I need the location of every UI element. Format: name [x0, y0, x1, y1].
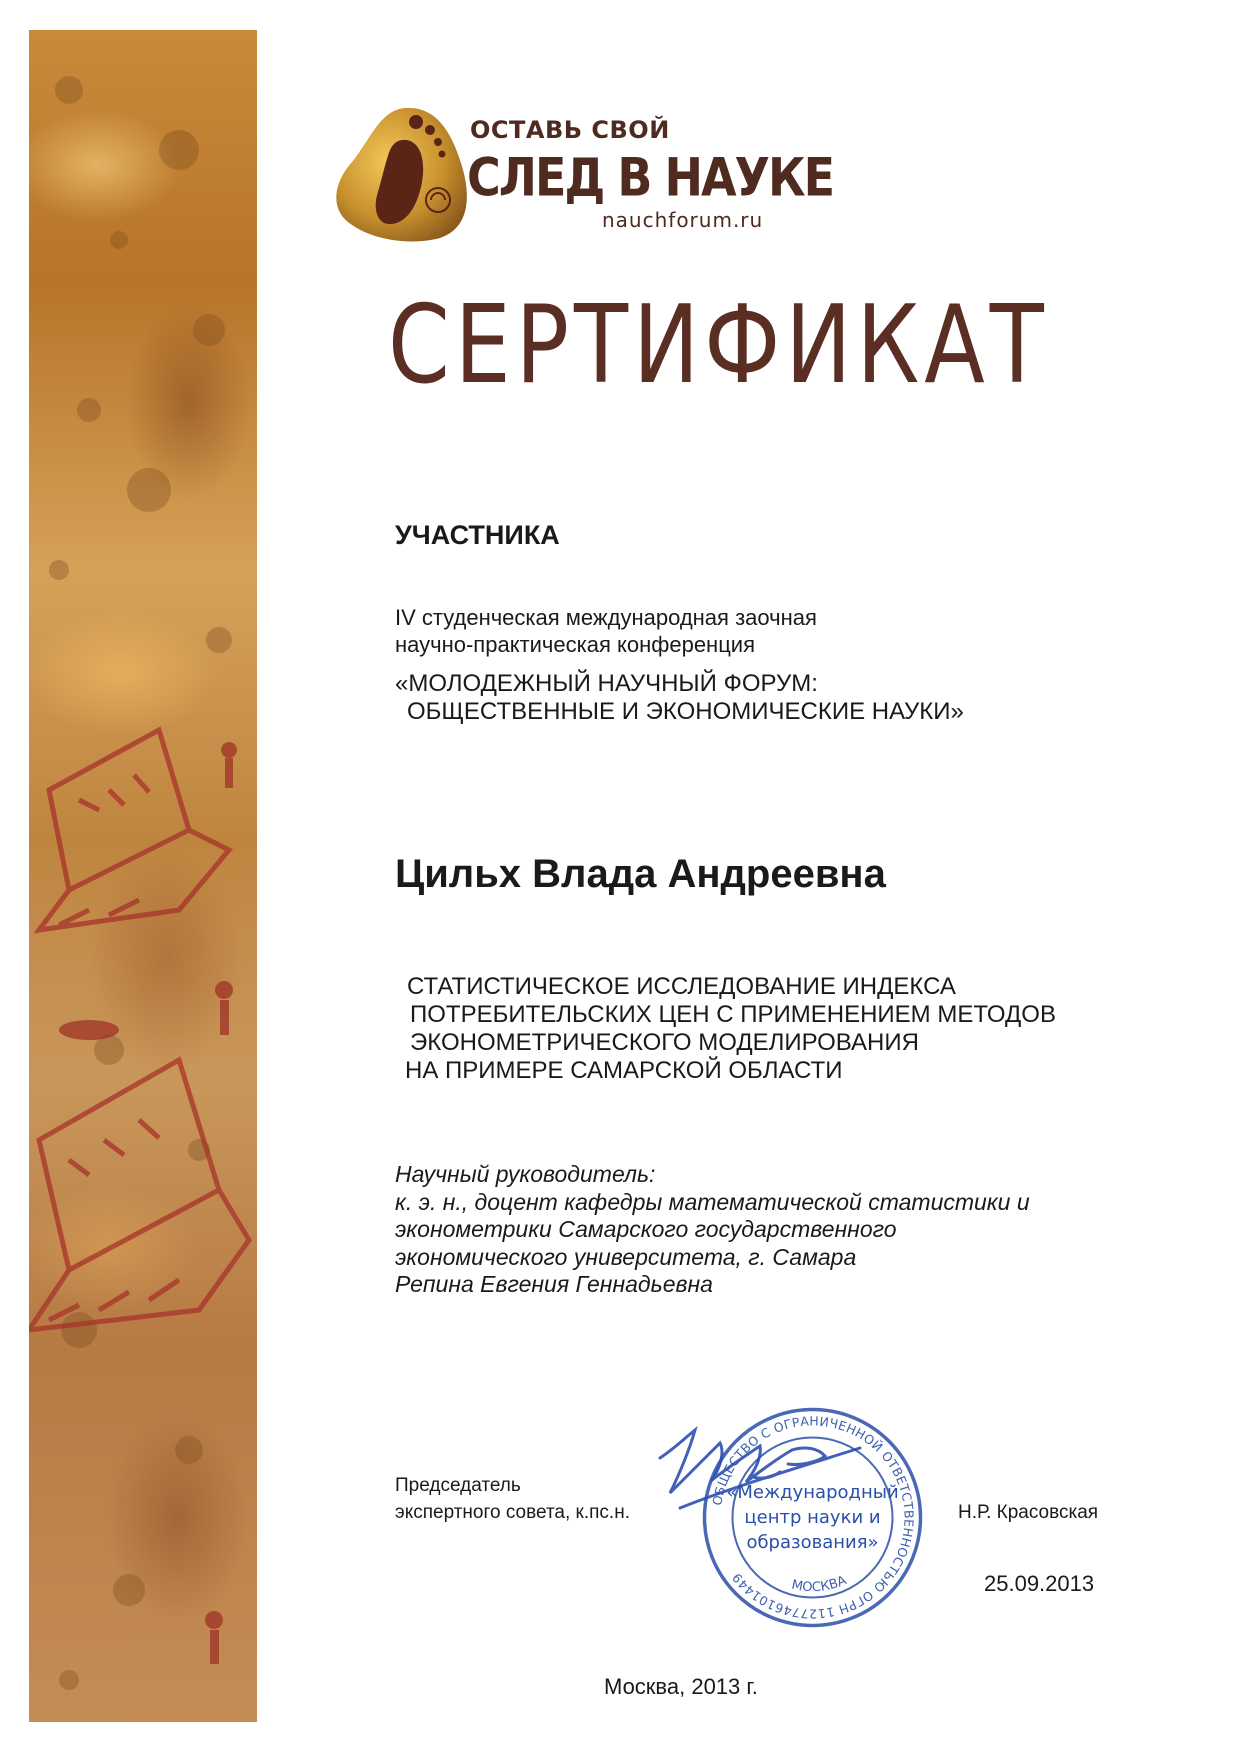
- topic-line-4: НА ПРИМЕРЕ САМАРСКОЙ ОБЛАСТИ: [405, 1057, 843, 1084]
- conference-line-1: IV студенческая международная заочная: [395, 605, 817, 630]
- decorative-side-strip: [29, 30, 257, 1722]
- supervisor-line-1: к. э. н., доцент кафедры математической статистики и: [395, 1189, 1030, 1215]
- supervisor-heading: Научный руководитель:: [395, 1161, 656, 1187]
- chair-title-line-2: экспертного совета, к.пс.н.: [395, 1502, 630, 1523]
- logo-url: nauchforum.ru: [602, 208, 764, 232]
- certificate-date: 25.09.2013: [984, 1571, 1095, 1596]
- chair-name: Н.Р. Красовская: [958, 1502, 1099, 1523]
- forum-logo: [330, 100, 834, 250]
- stamp-line-2: центр науки и: [744, 1507, 881, 1528]
- topic-line-3: ЭКОНОМЕТРИЧЕСКОГО МОДЕЛИРОВАНИЯ: [410, 1029, 919, 1056]
- supervisor-name: Репина Евгения Геннадьевна: [395, 1271, 713, 1297]
- stamp-line-3: образования»: [746, 1532, 879, 1553]
- city-year: Москва, 2013 г.: [604, 1674, 758, 1699]
- participant-name: Цильх Влада Андреевна: [395, 852, 886, 896]
- footprint-logo-icon: [330, 100, 480, 248]
- supervisor-line-2: эконометрики Самарского государственного: [395, 1216, 897, 1242]
- topic-line-1: СТАТИСТИЧЕСКОЕ ИССЛЕДОВАНИЕ ИНДЕКСА: [407, 973, 956, 1000]
- stamp-line-1: «Международный: [726, 1482, 899, 1503]
- logo-line-2: СЛЕД В НАУКЕ: [467, 146, 834, 209]
- certificate-subtitle: УЧАСТНИКА: [395, 520, 560, 550]
- certificate-title: СЕРТИФИКАТ: [388, 283, 1049, 408]
- logo-line-1: ОСТАВЬ СВОЙ: [470, 116, 670, 144]
- supervisor-line-3: экономического университета, г. Самара: [395, 1244, 857, 1270]
- signature-mark: [650, 1418, 870, 1528]
- forum-name-line-1: «МОЛОДЕЖНЫЙ НАУЧНЫЙ ФОРУМ:: [395, 670, 818, 697]
- forum-name-line-2: ОБЩЕСТВЕННЫЕ И ЭКОНОМИЧЕСКИЕ НАУКИ»: [407, 698, 964, 725]
- topic-line-2: ПОТРЕБИТЕЛЬСКИХ ЦЕН С ПРИМЕНЕНИЕМ МЕТОДОВ: [410, 1001, 1056, 1028]
- conference-line-2: научно-практическая конференция: [395, 632, 756, 657]
- chair-title-line-1: Председатель: [395, 1475, 521, 1496]
- stamp-ring-city: МОСКВА: [790, 1573, 849, 1596]
- stamp-ring-text: ОБЩЕСТВО С ОГРАНИЧЕННОЙ ОТВЕТСТВЕННОСТЬЮ ОГРН 1127746101449: [709, 1413, 917, 1622]
- rock-art-decoration: [29, 30, 257, 1722]
